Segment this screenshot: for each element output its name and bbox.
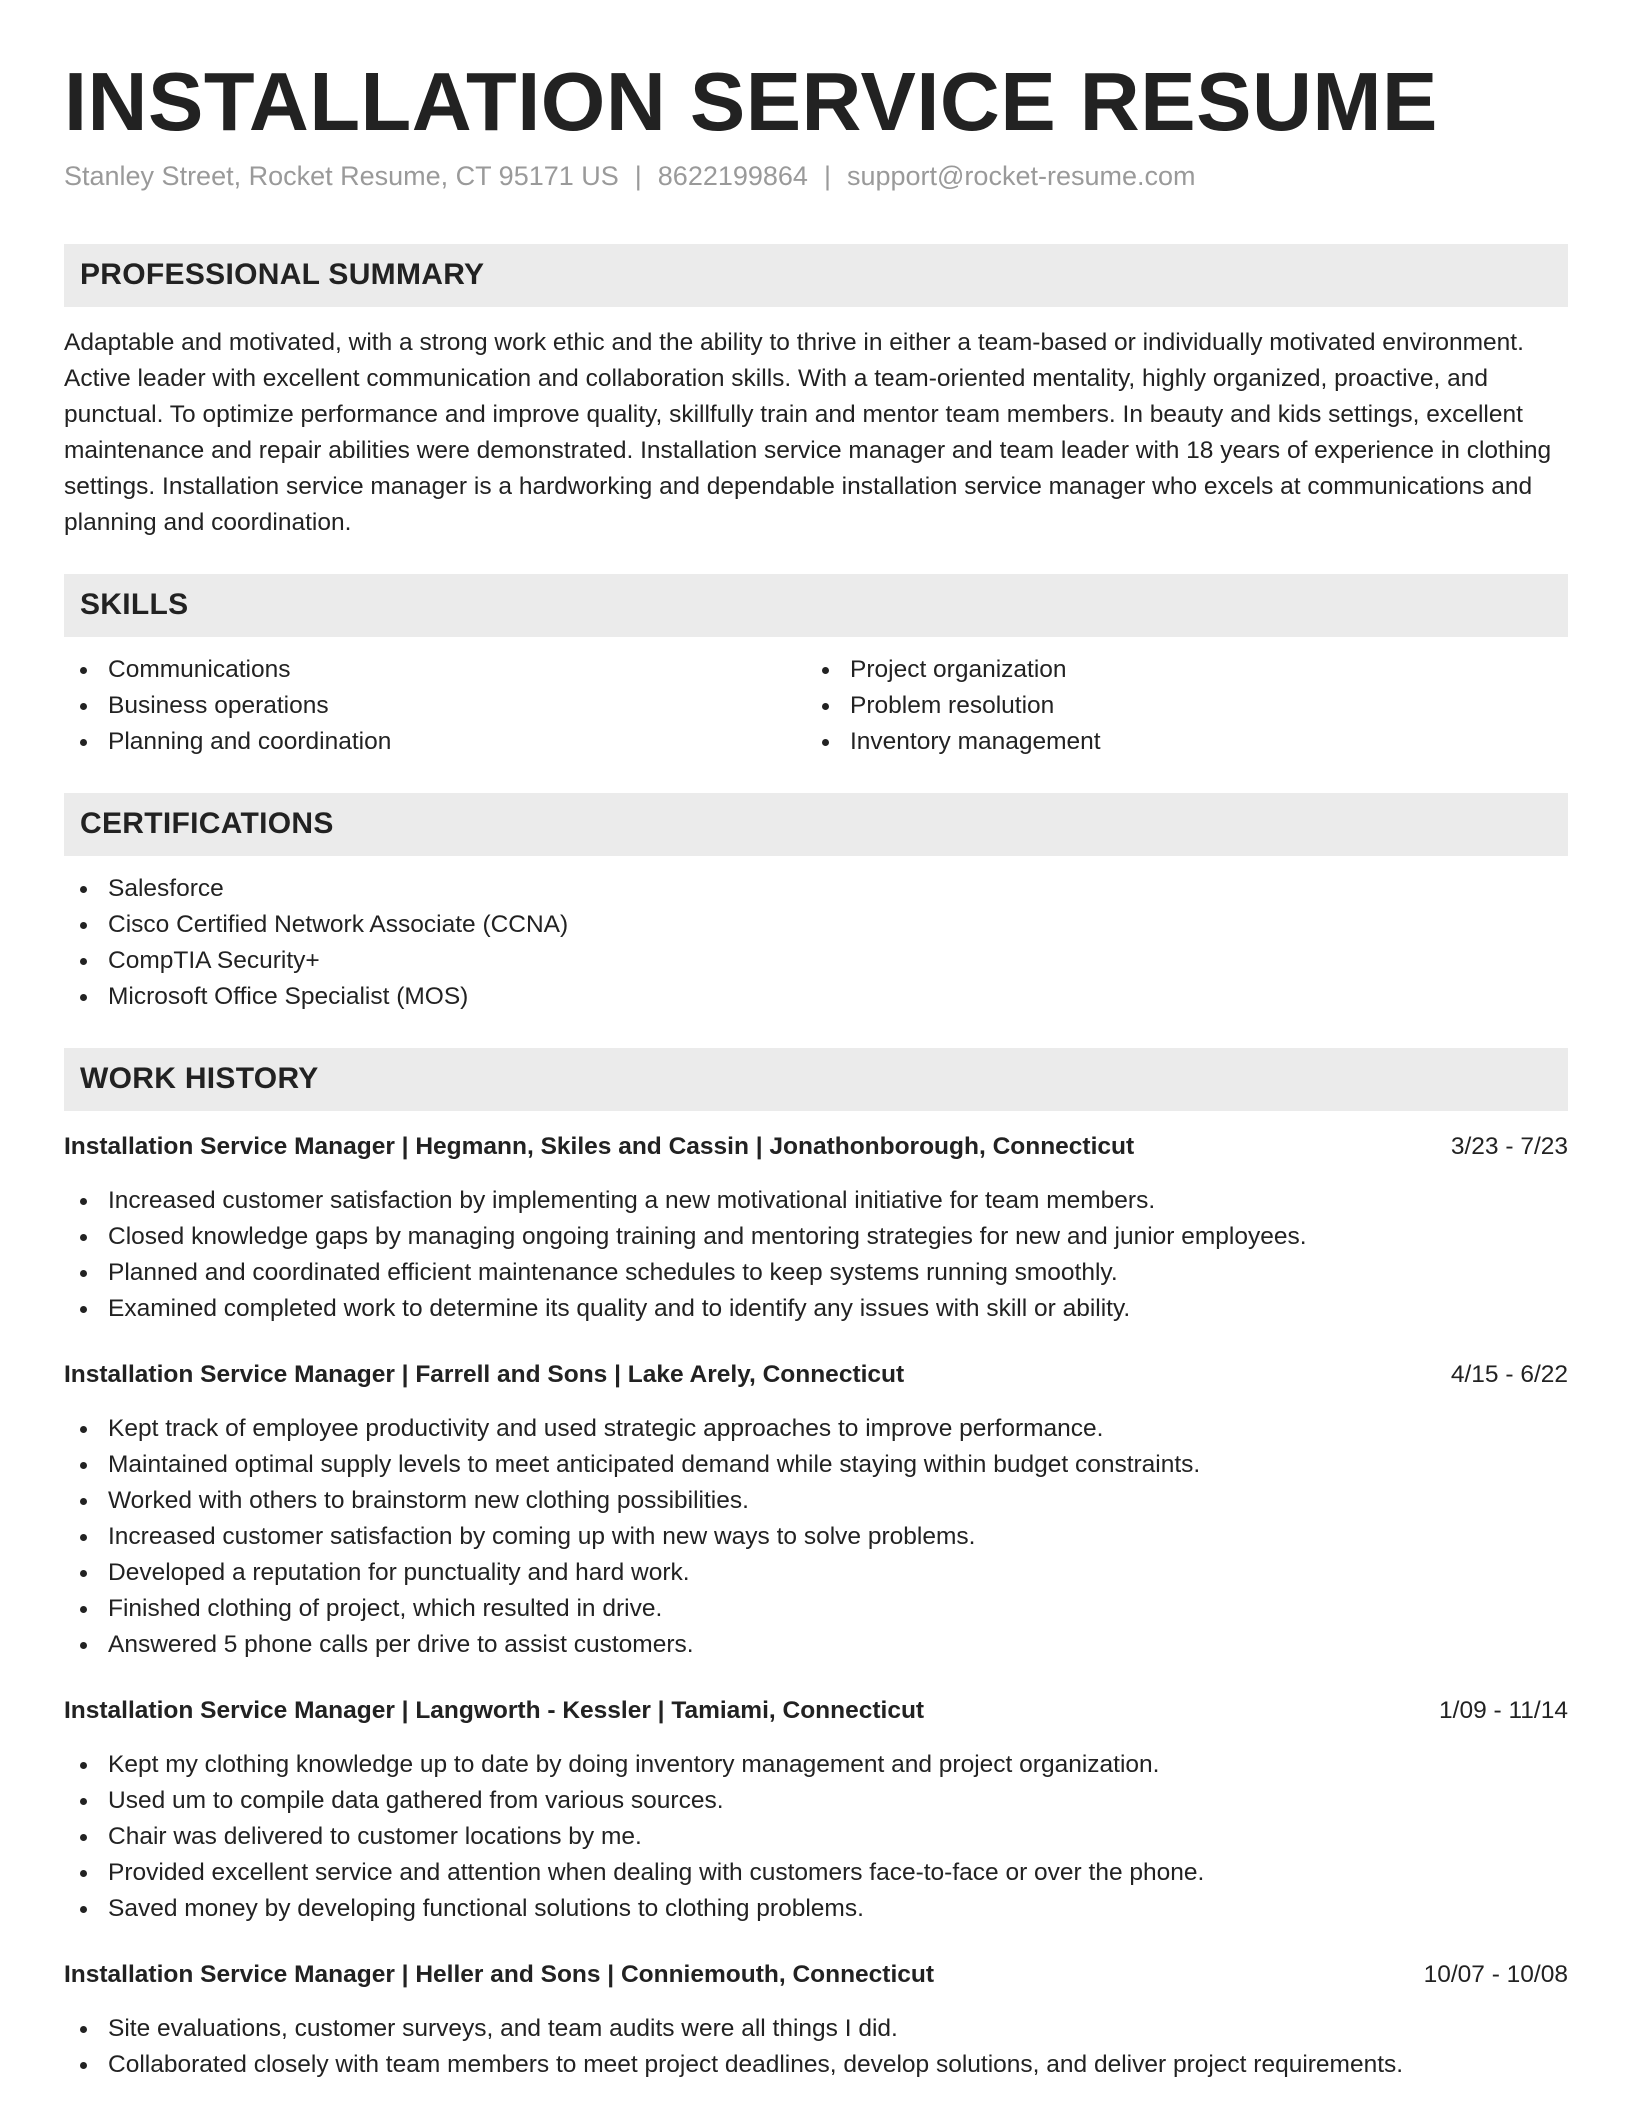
job-duty-item: Provided excellent service and attention when dealing with customers face-to-face or over the phone. <box>64 1855 1568 1891</box>
certification-item: Salesforce <box>64 871 1568 907</box>
job-header <box>64 1957 1568 1993</box>
job-dates: 3/23 - 7/23 <box>1450 1132 1568 1160</box>
skill-item: Inventory management <box>806 724 1548 760</box>
job-dates: 10/07 - 10/08 <box>1423 1960 1568 1988</box>
job-dates: 4/15 - 6/22 <box>1450 1360 1568 1388</box>
contact-address: Stanley Street, Rocket Resume, CT 95171 US <box>64 161 619 192</box>
job-entry <box>64 1957 1568 2083</box>
job-duties <box>64 1183 1568 1327</box>
job-duty-item: Worked with others to brainstorm new clothing possibilities. <box>64 1483 1568 1519</box>
job-duty-item: Examined completed work to determine its quality and to identify any issues with skill or ability. <box>64 1291 1568 1327</box>
job-title: Installation Service Manager | Langworth - Kessler | Tamiami, Connecticut <box>64 1696 925 1724</box>
job-title: Installation Service Manager | Hegmann, Skiles and Cassin | Jonathonborough, Connecticut <box>64 1132 1135 1160</box>
job-duty-item: Increased customer satisfaction by coming up with new ways to solve problems. <box>64 1519 1568 1555</box>
contact-separator: | <box>634 161 642 192</box>
job-duty-item: Collaborated closely with team members to meet project deadlines, develop solutions, and deliver project requirements. <box>64 2047 1568 2083</box>
contact-separator: | <box>823 161 831 192</box>
contact-phone: 8622199864 <box>657 161 808 192</box>
job-entry <box>64 1357 1568 1663</box>
skill-item: Business operations <box>64 688 806 724</box>
certifications-heading: CERTIFICATIONS <box>64 793 1568 856</box>
skills-list <box>64 652 1568 760</box>
job-duty-item: Kept track of employee productivity and used strategic approaches to improve performance. <box>64 1411 1568 1447</box>
summary-text: Adaptable and motivated, with a strong work ethic and the ability to thrive in either a team-based or individually motivated environment. Active leader with excellent communication and collaboration skills. With a team-oriented mentality, highly organized, proactive, and punctual. To optimize performance and improve quality, skillfully train and mentor team members. In beauty and kids settings, excellent maintenance and repair abilities were demonstrated. Installation service manager and team leader with 18 years of experience in clothing settings. Installation service manager is a hardworking and dependable installation service manager who excels at communications and planning and coordination. <box>64 328 1552 536</box>
job-duty-item: Maintained optimal supply levels to meet anticipated demand while staying within budget constraints. <box>64 1447 1568 1483</box>
job-header <box>64 1693 1568 1729</box>
job-duty-item: Finished clothing of project, which resulted in drive. <box>64 1591 1568 1627</box>
skills-heading: SKILLS <box>64 574 1568 637</box>
certification-item: Microsoft Office Specialist (MOS) <box>64 979 1568 1015</box>
job-entry <box>64 1693 1568 1927</box>
contact-email: support@rocket-resume.com <box>846 161 1196 192</box>
job-duty-item: Increased customer satisfaction by implementing a new motivational initiative for team members. <box>64 1183 1568 1219</box>
job-duties <box>64 1747 1568 1927</box>
skill-item: Planning and coordination <box>64 724 806 760</box>
job-duty-item: Used um to compile data gathered from various sources. <box>64 1783 1568 1819</box>
job-title: Installation Service Manager | Farrell and Sons | Lake Arely, Connecticut <box>64 1360 905 1388</box>
job-duty-item: Chair was delivered to customer locations by me. <box>64 1819 1568 1855</box>
job-duty-item: Site evaluations, customer surveys, and team audits were all things I did. <box>64 2011 1568 2047</box>
summary-heading: PROFESSIONAL SUMMARY <box>64 244 1568 307</box>
skills-column-right <box>806 652 1548 760</box>
contact-line <box>64 159 1568 194</box>
job-dates: 1/09 - 11/14 <box>1439 1696 1568 1724</box>
job-duty-item: Closed knowledge gaps by managing ongoing training and mentoring strategies for new and junior employees. <box>64 1219 1568 1255</box>
certification-item: Cisco Certified Network Associate (CCNA) <box>64 907 1568 943</box>
skills-column-left <box>64 652 806 760</box>
job-header <box>64 1357 1568 1393</box>
skill-item: Communications <box>64 652 806 688</box>
job-duty-item: Developed a reputation for punctuality and hard work. <box>64 1555 1568 1591</box>
job-duty-item: Answered 5 phone calls per drive to assist customers. <box>64 1627 1568 1663</box>
job-duty-item: Planned and coordinated efficient maintenance schedules to keep systems running smoothly. <box>64 1255 1568 1291</box>
job-title: Installation Service Manager | Heller and Sons | Conniemouth, Connecticut <box>64 1960 935 1988</box>
work-history-heading: WORK HISTORY <box>64 1048 1568 1111</box>
skill-item: Problem resolution <box>806 688 1548 724</box>
job-header <box>64 1129 1568 1165</box>
job-duty-item: Saved money by developing functional solutions to clothing problems. <box>64 1891 1568 1927</box>
job-duties <box>64 2011 1568 2083</box>
resume-page <box>64 54 1568 2083</box>
certifications-list <box>64 871 1568 1015</box>
job-entry <box>64 1129 1568 1327</box>
job-duties <box>64 1411 1568 1663</box>
resume-title: INSTALLATION SERVICE RESUME <box>64 55 1438 148</box>
certification-item: CompTIA Security+ <box>64 943 1568 979</box>
skill-item: Project organization <box>806 652 1548 688</box>
job-duty-item: Kept my clothing knowledge up to date by doing inventory management and project organization. <box>64 1747 1568 1783</box>
